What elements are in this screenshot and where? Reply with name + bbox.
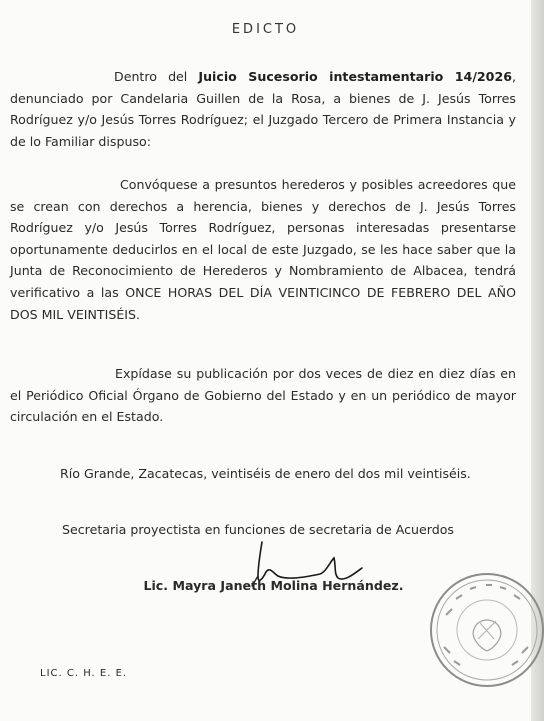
- paragraph-convocatoria: Convóquese a presuntos herederos y posibles acreedores que se crean con derechos a herencia, bienes y derechos de J. Jesús Torres Rodríguez y/o Jesús Torres Rodríguez, personas interesadas presentarse oportunamente deducirlos en el local de este Juzgado, se les hace saber que la Junta de Reconocimiento de Herederos y Nombramiento de Albacea, tendrá verificativo a las ONCE HORAS DEL DÍA VEINTICINCO DE FEBRERO DEL AÑO DOS MIL VEINTISÉIS.: [10, 177, 516, 322]
- court-seal-stamp: [426, 569, 544, 691]
- paragraph1-rest: , denunciado por Candelaria Guillen de la Rosa, a bienes de J. Jesús Torres Rodríguez y/o Jesús Torres Rodríguez; el Juzgado Tercero de Primera Instancia y de lo Familiar dispuso:: [10, 69, 516, 149]
- place-date: Río Grande, Zacatecas, veintiséis de enero del dos mil veintiséis.: [60, 466, 471, 481]
- secretaria-title: Secretaria proyectista en funciones de secretaria de Acuerdos: [62, 522, 454, 537]
- case-reference: Juicio Sucesorio intestamentario 14/2026: [198, 69, 512, 84]
- paragraph-juicio: [10, 66, 516, 152]
- signatory-name: Lic. Mayra Janeth Molina Hernández.: [143, 578, 404, 593]
- paragraph-publicacion: Expídase su publicación por dos veces de diez en diez días en el Periódico Oficial Órgano de Gobierno del Estado y en un periódico de mayor circulación en el Estado.: [10, 366, 516, 425]
- document-title: EDICTO: [231, 22, 300, 37]
- paragraph1-lead: Dentro del: [114, 69, 199, 84]
- initials: LIC. C. H. E. E.: [40, 668, 128, 679]
